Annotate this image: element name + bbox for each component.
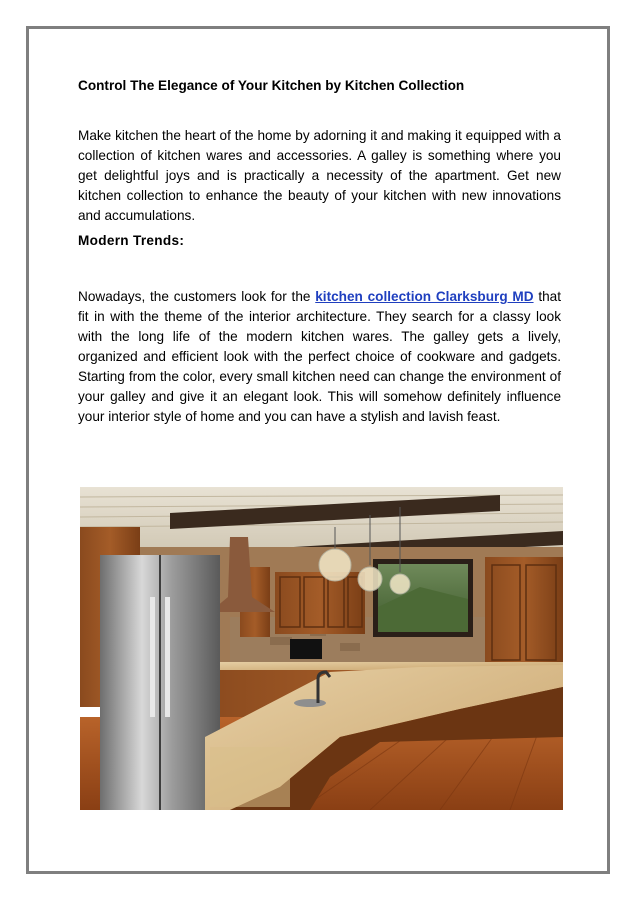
document-content xyxy=(78,77,562,424)
television xyxy=(290,639,322,659)
upper-cabinets xyxy=(275,572,365,634)
trends-paragraph xyxy=(78,287,561,427)
kitchen-photo xyxy=(80,487,563,810)
pendant-light xyxy=(358,567,382,591)
trends-text-after: that fit in with the theme of the interior architecture. They search for a classy look with the long life of the modern kitchen wares. The galley gets a lively, organized and efficient look with the perfect choice of cookware and gadgets. Starting from the color, every small kitchen need can change the environment of your galley and give it an elegant look. This will somehow definitely influence your interior style of home and you can have a stylish and lavish feast. xyxy=(78,289,562,424)
kitchen-collection-link[interactable]: kitchen collection Clarksburg MD xyxy=(315,289,534,304)
page-title: Control The Elegance of Your Kitchen by Kitchen Collection xyxy=(78,78,465,93)
pendant-light xyxy=(390,574,410,594)
trends-text-before: Nowadays, the customers look for the xyxy=(78,289,316,304)
sink xyxy=(294,699,326,707)
pendant-light xyxy=(319,549,351,581)
section-heading: Modern Trends: xyxy=(78,233,185,248)
right-cabinets xyxy=(485,557,563,667)
intro-paragraph: Make kitchen the heart of the home by adorning it and making it equipped with a collection of kitchen wares and accessories. A galley is something where you get delightful joys and is practically a necessity of the apartment. Get new kitchen collection to enhance the beauty of your kitchen with new innovations and accumulations. xyxy=(78,128,561,223)
